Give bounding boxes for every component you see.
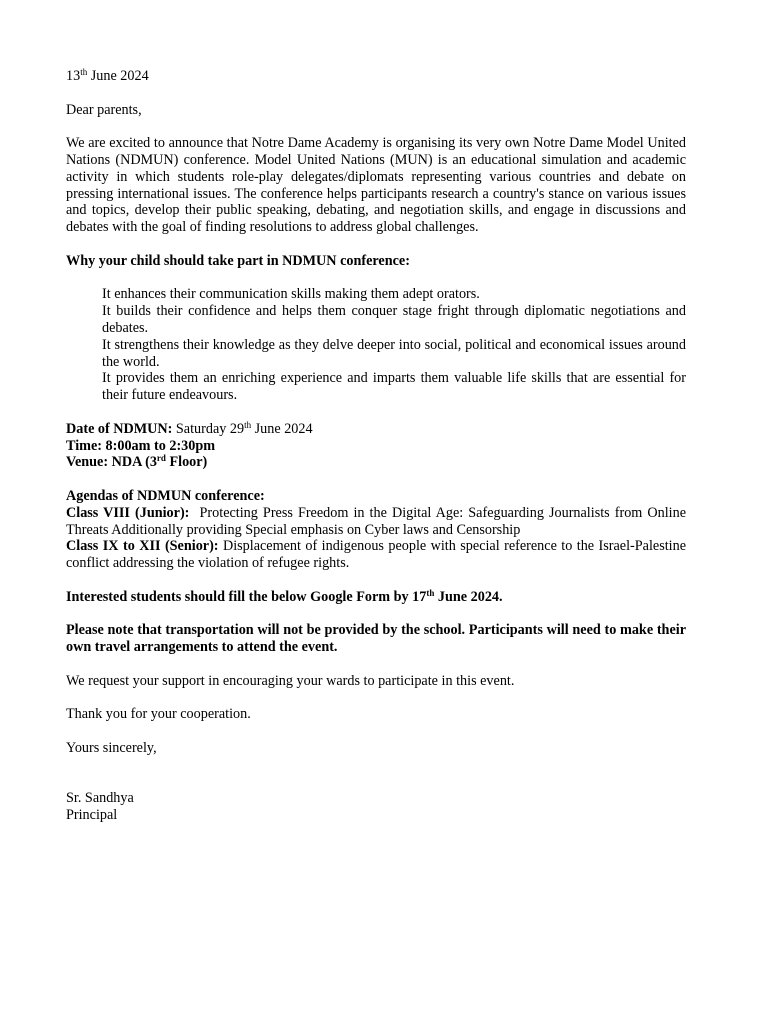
agendas-heading: Agendas of NDMUN conference:: [66, 487, 265, 504]
list-item: It provides them an enriching experience and imparts them valuable life skills that are essential for their future endeavours.: [102, 370, 686, 404]
signatory-name: Sr. Sandhya: [66, 790, 134, 807]
signature-space: [66, 757, 686, 791]
salutation: Dear parents,: [66, 101, 142, 118]
transport-notice: Please note that transportation will not be provided by the school. Participants will need to make their own travel arrangements to attend the event.: [66, 622, 686, 656]
list-item: It strengthens their knowledge as they delve deeper into social, political and economical issues around the world.: [102, 336, 686, 370]
why-heading: Why your child should take part in NDMUN conference:: [66, 252, 410, 269]
event-time: Time: 8:00am to 2:30pm: [66, 437, 216, 454]
thanks-line: Thank you for your cooperation.: [66, 706, 251, 723]
signatory-title: Principal: [66, 807, 118, 824]
support-request: We request your support in encouraging your wards to participate in this event.: [66, 672, 515, 689]
form-notice: Interested students should fill the below Google Form by 17th June 2024.: [66, 587, 503, 605]
agenda-senior: Class IX to XII (Senior): Displacement of indigenous people with special reference to the Israel-Palestine conflict addressing the violation of refugee rights.: [66, 538, 686, 572]
event-details: [66, 421, 686, 471]
event-venue: Venue: NDA (3rd Floor): [66, 453, 208, 471]
agenda-junior: Class VIII (Junior): Protecting Press Freedom in the Digital Age: Safeguarding Journalists from Online Threats Additionally providing Special emphasis on Cyber laws and Censorship: [66, 504, 690, 538]
intro-paragraph: We are excited to announce that Notre Dame Academy is organising its very own Notre Dame Model United Nations (NDMUN) conference. Model United Nations (MUN) is an educational simulation and academic activity in which students role-play delegates/diplomats representing various countries and debate on pressing international issues. The conference helps participants research a country's stance on various issues and topics, develop their public speaking, debating, and negotiation skills, and engage in discussions and debates with the goal of finding resolutions to address global challenges.: [66, 135, 686, 236]
agendas-section: [66, 487, 690, 572]
letter-date: 13th June 2024: [66, 67, 149, 84]
letter-page: [66, 67, 690, 824]
why-list: [66, 286, 686, 404]
list-item: It builds their confidence and helps them conquer stage fright through diplomatic negotiations and debates.: [102, 303, 686, 336]
list-item: It enhances their communication skills making them adept orators.: [102, 286, 480, 303]
closing-line: Yours sincerely,: [66, 739, 157, 756]
event-date: Date of NDMUN: Saturday 29th June 2024: [66, 419, 313, 437]
